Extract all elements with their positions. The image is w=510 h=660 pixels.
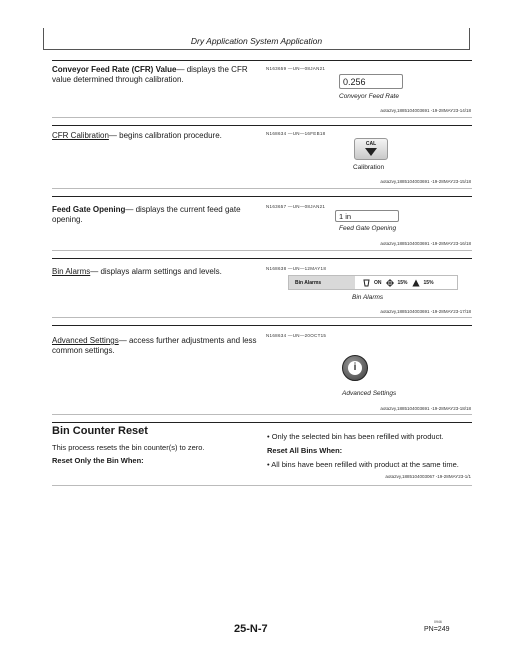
counter-title: Bin Counter Reset <box>52 425 148 437</box>
reset-all-item-text: All bins have been refilled with product at the same time. <box>271 460 459 469</box>
section-advanced-settings <box>52 325 472 415</box>
section-bin-alarms <box>52 258 472 318</box>
cfr-value-field[interactable] <box>339 74 403 89</box>
cfr-value: 0.256 <box>343 77 366 87</box>
figure-code: N168634 —UN—20OCT15 <box>266 333 327 338</box>
gate-desc: — displays the current feed gate opening. <box>52 205 241 224</box>
chevron-down-icon <box>365 148 377 156</box>
alarm-on-text: ON <box>374 279 382 286</box>
cfr-caption: Conveyor Feed Rate <box>339 93 399 100</box>
cfr-description <box>52 65 252 85</box>
section-cfr-value <box>52 60 472 118</box>
gate-label: Feed Gate Opening <box>52 205 126 214</box>
calibration-button[interactable] <box>354 138 388 160</box>
section-reference: aota2vy,1885104003691 -19-28MAY23-17/18 <box>380 309 471 314</box>
revision-code: 0946 <box>434 620 442 624</box>
reset-only-item-text: Only the selected bin has been refilled with product. <box>271 432 444 441</box>
section-bin-counter-reset <box>52 422 472 486</box>
cal-button-label: CAL <box>365 141 377 147</box>
alarms-caption: Bin Alarms <box>352 294 384 301</box>
bin-alarms-bar[interactable] <box>288 275 458 290</box>
cfr-label: Conveyor Feed Rate (CFR) Value <box>52 65 177 74</box>
reset-all-heading: Reset All Bins When: <box>267 446 343 455</box>
figure-code: N163659 —UN—08JAN21 <box>266 66 326 71</box>
section-cfr-calibration <box>52 125 472 189</box>
figure-code: N168638 —UN—12MAY18 <box>266 266 327 271</box>
figure-code: N168634 —UN—16FEB18 <box>266 131 326 136</box>
figure-code: N163657 —UN—08JAN21 <box>266 204 326 209</box>
page-title: Dry Application System Application <box>190 36 323 46</box>
counter-intro: This process resets the bin counter(s) to zero. <box>52 443 205 452</box>
bin-alarms-bar-label: Bin Alarms <box>295 279 322 286</box>
alarm-level-2: 15% <box>423 279 434 286</box>
alarm-level-1: 15% <box>397 279 408 286</box>
cal-desc: — begins calibration procedure. <box>108 131 222 140</box>
page-header <box>43 28 470 50</box>
cfr-desc: — displays the CFR value determined through calibration. <box>52 65 248 84</box>
section-reference: aota2vy,1885104003691 -19-28MAY23-16/18 <box>380 241 471 246</box>
advanced-settings-button[interactable] <box>342 355 368 381</box>
advanced-description <box>52 336 262 356</box>
advanced-settings-link[interactable]: Advanced Settings <box>52 336 119 345</box>
reset-only-item: • Only the selected bin has been refilled with product. <box>267 432 444 441</box>
gate-description <box>52 205 252 225</box>
gate-value: 1 in <box>339 212 352 221</box>
section-reference: aota2vy,1885104003067 -19-28MAY23-1/1 <box>385 474 471 479</box>
warning-triangle-icon <box>412 279 420 287</box>
page-number: 25-N-7 <box>234 623 268 635</box>
crosshair-icon <box>386 279 394 287</box>
section-reference: aota2vy,1885104003691 -19-28MAY23-14/18 <box>380 108 471 113</box>
alarms-desc: — displays alarm settings and levels. <box>90 267 222 276</box>
cal-description <box>52 131 262 141</box>
bin-alarms-link[interactable]: Bin Alarms <box>52 267 91 276</box>
section-reference: aota2vy,1885104003691 -19-28MAY23-15/18 <box>380 179 471 184</box>
info-icon: i <box>348 361 362 375</box>
bin-icon <box>363 279 370 287</box>
advanced-caption: Advanced Settings <box>342 390 397 397</box>
cfr-calibration-link[interactable]: CFR Calibration <box>52 131 109 140</box>
cal-caption: Calibration <box>353 164 385 171</box>
alarms-description <box>52 267 262 277</box>
section-reference: aota2vy,1885104003691 -19-28MAY23-18/18 <box>380 406 471 411</box>
gate-caption: Feed Gate Opening <box>339 225 397 232</box>
bin-alarms-values <box>355 276 457 289</box>
reset-all-item: • All bins have been refilled with product at the same time. <box>267 460 459 469</box>
gate-value-field[interactable] <box>335 210 399 222</box>
reset-only-heading: Reset Only the Bin When: <box>52 456 144 465</box>
pn-number: PN=249 <box>424 626 450 633</box>
section-feed-gate <box>52 196 472 251</box>
advanced-desc: — access further adjustments and less common settings. <box>52 336 257 355</box>
